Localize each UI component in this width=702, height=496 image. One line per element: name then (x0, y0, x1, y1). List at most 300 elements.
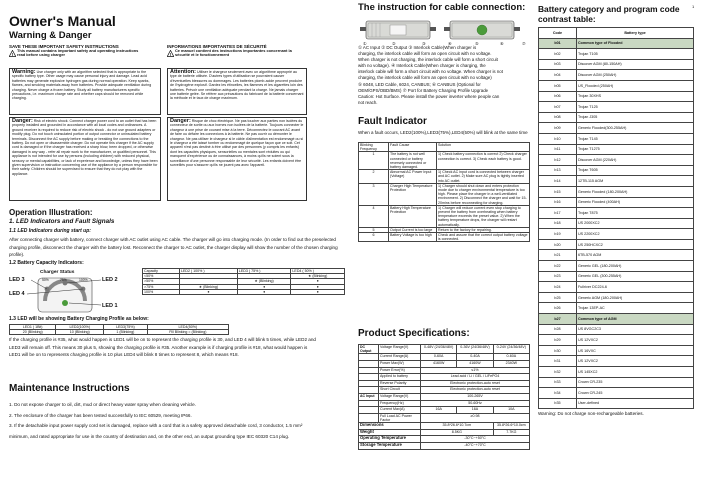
table-row (539, 377, 694, 388)
table-cell: 6 (359, 233, 389, 242)
table-cell: b11 (539, 144, 577, 155)
danger-box (9, 117, 161, 201)
table-row (359, 205, 530, 227)
spec-heading: Product Specifications: (358, 328, 470, 339)
table-cell: b22 (539, 261, 577, 272)
table-cell: b15 (539, 186, 577, 197)
list-item: 2. The enclosure of the charger has been tested successfully to IEC 60529, meeting IP66. (9, 412, 192, 418)
table-cell: AC Input (359, 393, 379, 400)
table-cell: b19 (539, 229, 577, 240)
table-cell: b34 (539, 388, 577, 399)
led-2-label: LED 2 (102, 277, 118, 283)
table-cell: Power Error(%) (379, 367, 421, 374)
table-row (359, 233, 530, 242)
profile-line: LED3 will remain off. This means 30 plus 5, showing the charging profile is #35. Another example is if charging profile is #18, what would happen is (9, 344, 308, 350)
table-row (539, 144, 694, 155)
table-cell: ≤1% (421, 367, 530, 374)
table-cell: b17 (539, 208, 577, 219)
fr-heading: INFORMATIONS IMPORTANTES DE SÉCURITÉ (167, 44, 267, 49)
table-row (539, 261, 694, 272)
cable-line: not reach. (358, 99, 378, 105)
table-cell (359, 374, 379, 381)
table-cell: 3 (359, 183, 389, 205)
table-cell: Discover AGM (80-150AH) (577, 59, 694, 70)
table-header: Capacity (143, 269, 180, 274)
table-cell: b05 (539, 80, 577, 91)
table-cell: b18 (539, 218, 577, 229)
cable-line: ⑤ 6048, LED Cable, 6024, CANBUS; ⑥ CANBUS (Optional for (358, 81, 481, 87)
warning-triangle-icon (167, 50, 174, 57)
table-cell: ★ (Blinking) (237, 279, 291, 284)
table-row (359, 400, 530, 407)
table-cell: Abnormal AC Power Input (Voltage) (389, 170, 437, 184)
table-cell: ★ (Blinking) (291, 274, 345, 279)
table-cell: b20 (539, 239, 577, 250)
table-cell: b21 (539, 250, 577, 261)
profile-paragraph (9, 336, 354, 359)
table-cell: b35 (539, 398, 577, 409)
table-cell: Check and assure that the correct output battery voltage is connected. (438, 233, 528, 242)
table-row (539, 356, 694, 367)
table-cell: Trojan T125 (577, 102, 694, 113)
table-row (539, 345, 694, 356)
table-cell: Power Max(W) (379, 361, 421, 368)
page-number: 1 (692, 4, 695, 9)
table-cell: US 2000XC2 (577, 218, 694, 229)
compat-warning: Warning: Do not charge non-rechargeable batteries. (538, 411, 644, 416)
attention-label: Attention: (170, 69, 196, 75)
table-cell: 16A (421, 407, 457, 414)
table-cell (359, 387, 379, 394)
table-row (359, 183, 530, 205)
table-row (539, 112, 694, 123)
table-cell: b33 (539, 377, 577, 388)
table-cell: 5 (359, 227, 389, 232)
fr-notice-text: Ce manuel contient des instructions importantes concernant la sécurité et le fonctionnement (175, 48, 292, 58)
table-cell: 20 (Blinking) (10, 330, 56, 335)
fault-table (358, 142, 530, 242)
led-leader-lines (9, 270, 139, 314)
table-row (359, 387, 530, 394)
attention-box (167, 68, 307, 115)
table-cell: Crown CR-235 (577, 377, 694, 388)
table-cell: b23 (539, 271, 577, 282)
table-cell: b13 (539, 165, 577, 176)
table-row (539, 38, 694, 49)
led-4-label: LED 4 (9, 291, 25, 297)
table-cell: 6TB-570 AGM (577, 250, 694, 261)
table-cell: b25 (539, 292, 577, 303)
table-row (539, 155, 694, 166)
table-cell: Generic Flooded(300-255AH) (577, 123, 694, 134)
table-cell: Dimensions (359, 423, 421, 430)
capacity-heading: 1.2 Battery Capacity Indicators: (9, 260, 84, 266)
table-row (359, 345, 530, 354)
table-cell: 35.8*26.6*10.7cm (421, 423, 494, 430)
table-cell: b32 (539, 367, 577, 378)
table-cell: 10 (Blinking) (56, 330, 104, 335)
table-cell: Current Max(A) (379, 407, 421, 414)
table-cell: 1 (359, 152, 389, 170)
table-header-row (539, 28, 694, 39)
callout-1: ① (363, 41, 367, 46)
safety-heading: SAVE THESE IMPORTANT SAFETY INSTRUCTIONS (9, 44, 119, 49)
table-cell: b24 (539, 282, 577, 293)
table-cell: 35.8*26.6*10.0cm (493, 423, 529, 430)
table-cell: Discover AGM (250AH) (577, 70, 694, 81)
table-cell: b03 (539, 59, 577, 70)
table-header: Blinking Frequency (359, 143, 389, 152)
charger-device-right (444, 21, 520, 39)
table-cell: 4 (359, 205, 389, 227)
table-row (359, 393, 530, 400)
fault-heading: Fault Indicator (358, 116, 427, 127)
table-cell: b10 (539, 133, 577, 144)
table-row (539, 271, 694, 282)
table-cell: >75% (143, 284, 180, 289)
cable-line: When charger is not charging, the interlock cable will form a short circuit (358, 57, 498, 63)
led-paragraph: After connecting charger with battery, connect charger with AC outlet using AC cable. The charger will go into charging mode. (In order to find out the preselected charging profile, disconnect the charger with the battery lost. Reconnect the charger to AC outlet, the charger display will show the number of the chosen charging profile). (9, 237, 338, 258)
table-row (539, 59, 694, 70)
table-row (539, 176, 694, 187)
table-row (539, 133, 694, 144)
table-header: Code (539, 28, 577, 39)
table-row (359, 354, 530, 361)
table-cell: Lead acid / Li / GEL / LiFePO4 (421, 374, 530, 381)
table-cell: Voltage Range(V) (379, 393, 421, 400)
compat-table (538, 27, 694, 409)
table-cell: Full Load AC Power Factor (379, 413, 421, 422)
table-row (359, 152, 530, 170)
table-cell: 0-36V (24/36/48V) (457, 345, 493, 354)
table-row (539, 229, 694, 240)
table-cell: Generic Flooded (180-200AH) (577, 186, 694, 197)
table-row (539, 398, 694, 409)
table-cell: 4160W (457, 361, 493, 368)
table-cell (359, 400, 379, 407)
maintenance-list (9, 400, 354, 442)
table-row (539, 218, 694, 229)
danger-text: Risk of electric shock. Connect charger power cord to an outlet that has been properly installed and grounded in accordance with all local codes and ordinances. A ground receiver is required to reduce risk of electric shock - do not use ground adapters or modify plug. Do not touch uninsulated portion of output connector or uninsulated battery terminals. Disconnect the AC supply before making or breaking the connections to the battery. Do not open or disassemble charger. Do not operate this charger if the AC supply cord is damaged or if the charger has received a sharp blow, been dropped, or otherwise damaged in any way - refer all repair work to the manufacturer, or qualified personnel. This appliance is not intended for use by persons (including children) with reduced physical, sensory or mental capabilities, or lack of experience and knowledge, unless they have been given supervision or instruction concerning use of the appliance by a person responsible for their safety. Children should be supervised to ensure that they do not play with the appliance. (12, 119, 158, 176)
table-cell: 12TB-115 AGM (577, 176, 694, 187)
table-cell: >50% (143, 279, 180, 284)
profile-line: LED1 will be on to represents charging profile is 10 plus LED4 will blink 8 times to represent 8, which means #18. (9, 352, 239, 358)
svg-text:!: ! (11, 51, 14, 57)
table-header: LED2 ( 100% ) (180, 269, 238, 274)
table-cell: <50% (143, 274, 180, 279)
table-cell: 0-24V (24/36/48V) (493, 345, 529, 354)
table-row (539, 324, 694, 335)
table-cell: Generic Flooded (400AH) (577, 197, 694, 208)
fr-notice (167, 49, 299, 58)
cable-heading: The instruction for cable connection: (358, 2, 526, 13)
table-cell: Electronic protection-auto reset (421, 387, 530, 394)
table-row (10, 330, 229, 335)
table-row (359, 442, 530, 449)
table-cell: ★ (Blinking) (180, 284, 238, 289)
table-cell: Battery Voltage is too high (389, 233, 437, 242)
table-cell: 0-60A (421, 354, 457, 361)
table-cell: Fill Blinking = (Blinking) (147, 330, 228, 335)
table-cell: Discover AGM (220AH) (577, 155, 694, 166)
table-row (359, 413, 530, 422)
table-cell: Storage Temperature (359, 442, 421, 449)
charger-device-left (360, 21, 436, 39)
en-notice (9, 49, 141, 61)
table-cell: 2 (359, 170, 389, 184)
table-cell: ● (291, 284, 345, 289)
table-cell: 0-40A (457, 354, 493, 361)
table-row (359, 380, 530, 387)
table-cell: 0-60A (493, 354, 529, 361)
table-cell: 50-60Hz (421, 400, 530, 407)
subtitle: Warning & Danger (9, 30, 92, 41)
table-cell (359, 354, 379, 361)
table-cell: 4160W (421, 361, 457, 368)
table-cell: b14 (539, 176, 577, 187)
table-cell: US_Flooded (250AH) (577, 80, 694, 91)
table-row (539, 165, 694, 176)
table-row (539, 123, 694, 134)
table-cell: ● (291, 289, 345, 294)
table-row (539, 91, 694, 102)
table-row (539, 292, 694, 303)
cable-line: with no voltage). ④ Interlock Cable(When charger is charging, the (358, 63, 486, 69)
table-cell: b06 (539, 91, 577, 102)
table-cell: b26 (539, 303, 577, 314)
table-row (359, 361, 530, 368)
table-header: LED1 ( 1Bit) (10, 325, 56, 330)
table-cell: 100% (143, 289, 180, 294)
en-notice-text: This manual contains important safety and operating instructions read before using charger (17, 48, 139, 58)
table-cell: ● (237, 289, 291, 294)
spec-table (358, 344, 530, 450)
table-cell: 10A (493, 407, 529, 414)
table-cell: ● (291, 279, 345, 284)
table-cell (359, 407, 379, 414)
table-cell: Current Range(A) (379, 354, 421, 361)
led-1-label: LED 1 (102, 303, 118, 309)
table-row (143, 289, 345, 294)
table-cell: -40°C~+70°C (421, 442, 530, 449)
compat-heading: Battery category and program code contrast table: (538, 4, 680, 24)
table-cell: b12 (539, 155, 577, 166)
table-row (539, 388, 694, 399)
table-cell: Return to the factory for repairing. (437, 227, 530, 232)
gauge-label-100: 100% (79, 278, 88, 282)
led-sub: 1.1 LED Indicators during start up: (9, 228, 91, 234)
table-cell: Charger High Temperature Protection (389, 183, 437, 205)
callout-4: ④ (448, 41, 452, 46)
table-cell: 8.5KG (421, 429, 494, 436)
table-cell: b08 (539, 112, 577, 123)
table-cell: Reverse Polarity (379, 380, 421, 387)
callout-2: ② (392, 41, 396, 46)
table-cell: Battery High Temperature Protection (389, 205, 437, 227)
table-cell: b29 (539, 335, 577, 346)
table-cell: US 250HCXC2 (577, 239, 694, 250)
table-cell: Trojan T105 (577, 49, 694, 60)
table-cell: Trojan 13EP-AC (577, 303, 694, 314)
table-row (359, 407, 530, 414)
table-cell: Electronic protection-auto reset (421, 380, 530, 387)
table-row (359, 367, 530, 374)
table-row (359, 423, 530, 430)
table-header: LED4 ( 50% ) (291, 269, 345, 274)
table-row (539, 80, 694, 91)
callout-5: ⑤ (475, 41, 479, 46)
table-row (539, 282, 694, 293)
table-cell (359, 367, 379, 374)
table-cell: ≥0.98 (421, 413, 530, 422)
table-cell: US 2200XC2 (577, 229, 694, 240)
table-cell: Frequency(Hz) (379, 400, 421, 407)
table-header-row (359, 143, 530, 152)
warning-text: Use charger only with an algorithm selected that is appropriate to the specific battery type. Other usage may cause personal injury and damage. Lead acid batteries may generate explosive hydrogen gas during normal operation. Keep sparks, flames, and smoking materials away from batteries. Provide adequate ventilation during charging. Never charge a frozen battery. Study all battery manufacturers specific precautions, i.e. maximum charge rate and whether caps should be removed while charging. (12, 70, 152, 101)
table-cell: US 16VXC (577, 345, 694, 356)
table-row (539, 186, 694, 197)
table-cell: Applied to battery (379, 374, 421, 381)
led-heading: 1. LED Indicators and Fault Signals (9, 218, 115, 225)
table-cell: 1 (Blinking) (104, 330, 148, 335)
table-header: LED3 ( 75% ) (237, 269, 291, 274)
table-header: LED2(100%) (56, 325, 104, 330)
warning-label: Warning: (12, 69, 36, 75)
table-cell: The battery is not well connected or battery reversely connected or battery damaged. (389, 152, 437, 170)
attention-text: Utiliser le chargeur seulement avec un algorithme approprié au type de batterie utilisée. D'autres types d'utilisation se pourraient causer d'éventuelles blessures ou dommages. Les batteries plomb-acide peuvent produire de l'hydrogène explosif. Gardez les étincelles, les flammes et les cigarettes loin des batteries. Prévoir une ventilation adéquate pendant la charge. Ne jamais charger une batterie gelée. Se référer aux précautions du fabricant de la batterie concernant la méthode et le taux de charge maximum. (170, 70, 304, 101)
table-cell: Fullriver DC224-6 (577, 282, 694, 293)
table-cell: 16A (457, 407, 493, 414)
table-cell: Generic GEL (300-255AH) (577, 271, 694, 282)
profile-table (9, 324, 229, 335)
table-cell: -30°C~+50°C (421, 436, 530, 443)
cable-line: charging, the interlock cable will form an open circuit with no voltage) (358, 75, 492, 81)
gauge-label-50: 50% (42, 278, 49, 282)
capacity-table (142, 268, 345, 295)
table-header: Solution (437, 143, 530, 152)
table-cell: Short Circuit (379, 387, 421, 394)
table-cell: US 8VGC2C3 (577, 324, 694, 335)
table-header-row (10, 325, 229, 330)
table-header: Fault Cause (389, 143, 437, 152)
table-cell: b27 (539, 314, 577, 325)
table-cell: Generic AGM (180-200AH) (577, 292, 694, 303)
led-3-label: LED 3 (9, 277, 25, 283)
led-diagram (9, 270, 139, 314)
callout-7: ⑦ (522, 41, 526, 46)
table-cell: Trojan J305 (577, 112, 694, 123)
danger-label: Danger: (12, 118, 33, 124)
callout-3: ③ (422, 41, 426, 46)
cable-line: OEM/GPS/OBD/BMS) ⑦ Port for Battery Charging Profile Upgrade (358, 87, 489, 93)
table-row (539, 208, 694, 219)
table-cell: Weight (359, 429, 421, 436)
table-cell: b04 (539, 70, 577, 81)
table-header: LED4(50%) (147, 325, 228, 330)
table-cell: b16 (539, 197, 577, 208)
list-item: minimum, and rated appropriate for use in the country of destination and, on the other end, an output grounding type IEC 60320 C14 plug. (9, 433, 290, 439)
table-cell: Trojan T1275 (577, 144, 694, 155)
table-row (539, 49, 694, 60)
page-title: Owner's Manual (9, 13, 116, 29)
warning-triangle-icon (9, 50, 16, 57)
cable-line: Caution: Hot Surface. Please install the power inverter where people can (358, 93, 500, 99)
table-row (539, 314, 694, 325)
danger-fr-text: Risque de choc électrique. Ne pas toucher aux parties non isolées du connecteur de sortie ou aux bornes non isolées de la batterie. Toujours connecter le chargeur à une prise de courant mise à la terre. Déconnectez le courant AC avant de faire ou défaire les connexions à la batterie. Ne pas ouvrir ou démonter le chargeur. Ne pas utiliser le chargeur si le câble d'alimentation est endommagé ou si le chargeur a été laissé tomber ou endommagé de quelque façon que ce soit. Cet appareil n'est pas destiné à être utilisé par des personnes (y compris les enfants) dont les capacités physiques, sensorielles ou mentales sont réduites ou qui manquent d'expérience ou de connaissances, à moins qu'ils ne soient sous la surveillance d'une personne responsable de leur sécurité. Les enfants doivent être surveillés pour s'assurer qu'ils ne jouent pas avec l'appareil. (170, 119, 304, 168)
svg-text:!: ! (169, 51, 172, 57)
table-cell: 1) Charger should shut down and enters protection mode due to charger environmental temperature is too high. Please place the charger in a well-ventilated environment. 2) Disconnect the charger and wait for 15-20mins before reconnecting for charging. (437, 183, 530, 205)
table-cell: b07 (539, 102, 577, 113)
table-header: Battery type (577, 28, 694, 39)
table-cell (359, 380, 379, 387)
table-cell: ● (180, 289, 238, 294)
table-cell (359, 361, 379, 368)
table-cell: Common type of Flooded (577, 38, 694, 49)
table-cell: Crown CR-245 (577, 388, 694, 399)
table-cell: Common type of AGM (577, 314, 694, 325)
table-row (539, 367, 694, 378)
list-item: 1. Do not expose charger to oil, dirt, mud or direct heavy water spray when cleaning vehicle. (9, 402, 196, 407)
table-cell: 1) Charger will reduce current even stop charging to prevent the battery from overheating when battery temperature exceeds the preset value. 2) When the battery temperature drops, the charger will restart automatically. (437, 205, 530, 227)
table-cell: b28 (539, 324, 577, 335)
table-cell: Operating Temperature (359, 436, 421, 443)
table-cell: b01 (539, 38, 577, 49)
table-cell: Trojan T875 (577, 208, 694, 219)
table-cell: b09 (539, 123, 577, 134)
list-item: 3. If the detachable input power supply cord set is damaged, replace with a cord that is a safety approved detachable cord, 3 conductor, 1.5 mm² (9, 423, 303, 428)
table-cell: US 12VXC2 (577, 356, 694, 367)
table-cell: DC Output (359, 345, 379, 354)
table-cell: 0-48V (24/36/48V) (421, 345, 457, 354)
table-cell: Output Current is too large (389, 227, 437, 232)
table-cell: 100-265V (421, 393, 530, 400)
table-cell: US 12VXC2 (577, 335, 694, 346)
danger-fr-box (167, 117, 307, 201)
profile-line: If the charging profile is #35, what would happen is LED1 will be on to represent the charging profile is 30, and LED 4 will blink 5 times, while LED2 and (9, 337, 316, 342)
table-cell: 1) Check battery connection is correct 2) Check charger connection is correct. 3) Check each battery is good. (437, 152, 530, 170)
table-row (539, 239, 694, 250)
table-row (539, 303, 694, 314)
table-cell: 2340W (493, 361, 529, 368)
gauge-label-75: 75% (60, 278, 67, 282)
table-cell: b02 (539, 49, 577, 60)
table-row (359, 170, 530, 184)
callout-6: ⑥ (500, 41, 504, 46)
table-row (539, 197, 694, 208)
fault-intro: When a fault occurs, LED2(100%),LED3(75%),LED4(50%) will blink at the same time (358, 130, 528, 135)
table-cell: 1) Check AC input cord is connected between charger and AC outlet. 2) Make sure AC plug is tightly inserted into AC outlet. (437, 170, 530, 184)
table-cell: ● (237, 284, 291, 289)
table-cell: Trojan T605 (577, 165, 694, 176)
cable-line: ① AC Input ② DC Output ③ Interlock Cable(When charger is (358, 45, 477, 50)
table-row (539, 102, 694, 113)
table-row (539, 70, 694, 81)
table-cell: User-defined (577, 398, 694, 409)
table-cell: Voltage Range(V) (379, 345, 421, 354)
cable-description (358, 45, 528, 106)
maintenance-heading: Maintenance Instructions (9, 383, 130, 394)
table-row (359, 374, 530, 381)
cable-line: interlock cable will form a short circuit with no voltage. When charger is not (358, 69, 503, 75)
table-cell: Generic GEL (180-200AH) (577, 261, 694, 272)
table-cell: b31 (539, 356, 577, 367)
charger-status-label: Charger Status (40, 270, 75, 275)
table-row (539, 250, 694, 261)
table-cell: Trojan 30XHS (577, 91, 694, 102)
warning-box (9, 68, 161, 115)
table-header: LED3(75%) (104, 325, 148, 330)
table-cell: 7.7KG (493, 429, 529, 436)
